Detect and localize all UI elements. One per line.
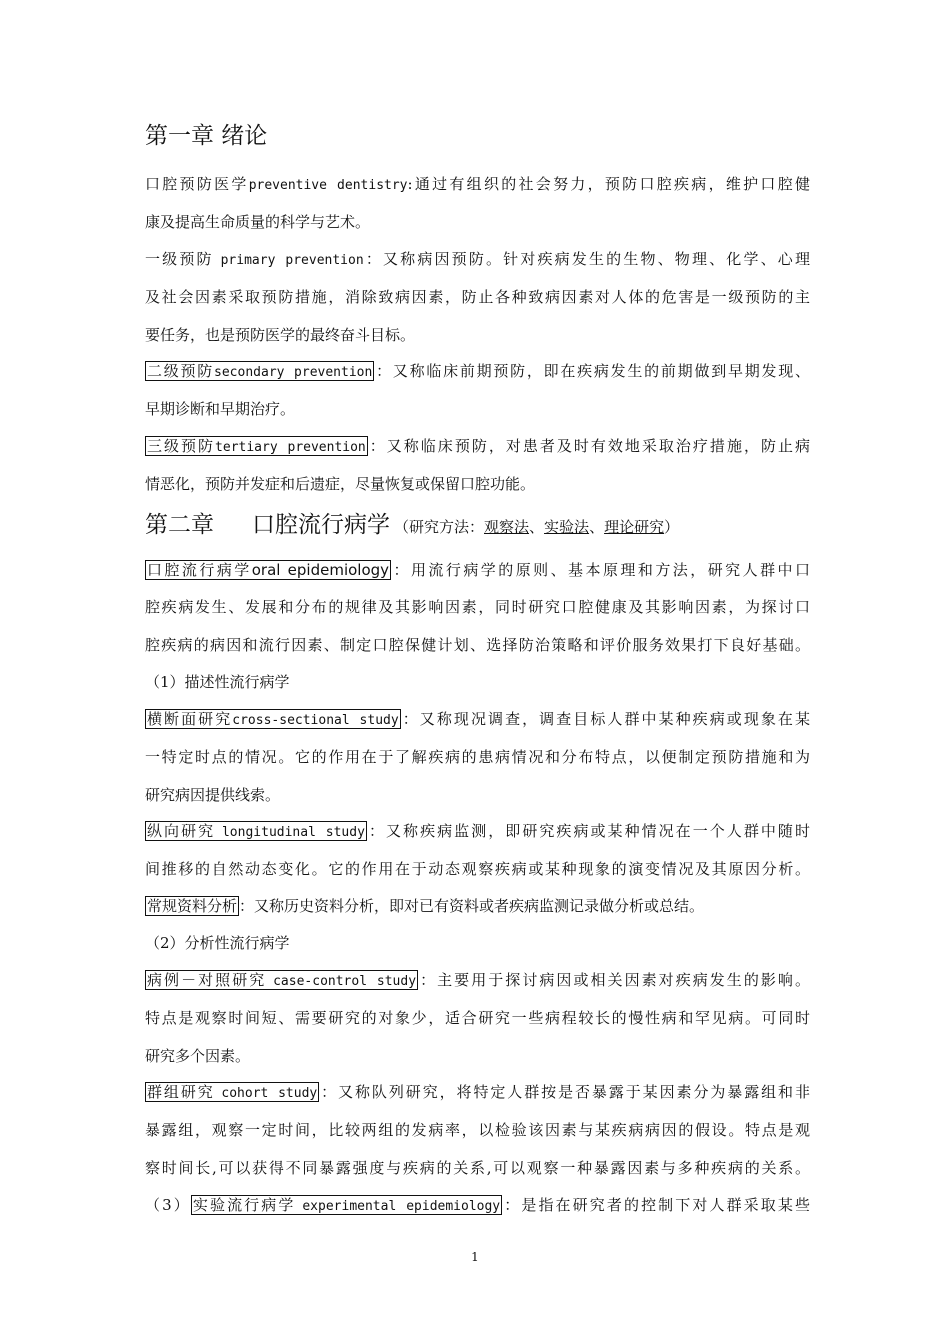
paragraph-cross-sectional: 横断面研究cross-sectional study ：又称现况调查，调查目标人群中某种疾病或现象在某 一特定时点的情况。它的作用在于了解疾病的患病情况和分布特点，以便制定预防措施和为 研究病因提供线索。 xyxy=(145,710,810,804)
paragraph-experimental: （3） 实验流行病学 experimental epidemiology ：是指在研究者的控制下对人群采取某些 xyxy=(145,1196,810,1214)
heading-descriptive-epidemiology: （1）描述性流行病学 xyxy=(145,673,290,691)
term-box-cross-sectional: 横断面研究cross-sectional study xyxy=(147,710,399,728)
research-methods-note: （研究方法：观察法、实验法、理论研究） xyxy=(394,518,680,536)
chapter-1-title: 第一章 绪论 xyxy=(145,123,268,149)
term-box-longitudinal: 纵向研究 longitudinal study xyxy=(147,822,365,840)
paragraph-primary-prevention: 一级预防 primary prevention：又称病因预防。针对疾病发生的生物、物理、化学、心理 及社会因素采取预防措施，消除致病因素，防止各种致病因素对人体的危害是一级预防的主 要任务，也是预防医学的最终奋斗目标。 xyxy=(145,250,810,344)
paragraph-tertiary-prevention: 三级预防tertiary prevention ：又称临床预防，对患者及时有效地采取治疗措施，防止病 情恶化，预防并发症和后遗症，尽量恢复或保留口腔功能。 xyxy=(145,437,810,494)
paragraph-secondary-prevention: 二级预防secondary prevention ：又称临床前期预防，即在疾病发生的前期做到早期发现、 早期诊断和早期治疗。 xyxy=(145,362,810,419)
term-box-routine-data: 常规资料分析 xyxy=(147,897,238,915)
paragraph-preventive-dentistry: 口腔预防医学preventive dentistry:通过有组织的社会努力，预防口腔疾病，维护口腔健 康及提高生命质量的科学与艺术。 xyxy=(145,175,810,232)
term-box-tertiary: 三级预防tertiary prevention xyxy=(147,437,366,455)
heading-analytic-epidemiology: （2）分析性流行病学 xyxy=(145,934,290,952)
paragraph-oral-epidemiology: 口腔流行病学oral epidemiology ：用流行病学的原则、基本原理和方法，研究人群中口 腔疾病发生、发展和分布的规律及其影响因素，同时研究口腔健康及其影响因素，为探讨口 腔疾病的病因和流行因素、制定口腔保健计划、选择防治策略和评价服务效果打下良好基础。 xyxy=(145,561,810,654)
page-number: 1 xyxy=(471,1250,479,1264)
term-box-case-control: 病例－对照研究 case-control study xyxy=(147,971,417,989)
paragraph-case-control: 病例－对照研究 case-control study ：主要用于探讨病因或相关因素对疾病发生的影响。 特点是观察时间短、需要研究的对象少，适合研究一些病程较长的慢性病和罕见病。可同时 研究多个因素。 xyxy=(145,971,810,1065)
paragraph-cohort: 群组研究 cohort study ：又称队列研究，将特定人群按是否暴露于某因素分为暴露组和非 暴露组，观察一定时间，比较两组的发病率，以检验该因素与某疾病病因的假设。特点是观 察时间长,可以获得不同暴露强度与疾病的关系,可以观察一种暴露因素与多种疾病的关系。 xyxy=(145,1083,810,1177)
term-box-oral-epidemiology: 口腔流行病学oral epidemiology xyxy=(147,561,390,579)
term-box-secondary: 二级预防secondary prevention xyxy=(147,362,373,380)
term-box-cohort: 群组研究 cohort study xyxy=(147,1083,318,1101)
paragraph-longitudinal: 纵向研究 longitudinal study ：又称疾病监测，即研究疾病或某种情况在一个人群中随时 间推移的自然动态变化。它的作用在于动态观察疾病或某种现象的演变情况及其原因分析。 xyxy=(145,822,810,879)
term-box-experimental: 实验流行病学 experimental epidemiology xyxy=(192,1196,501,1214)
chapter-2-title: 第二章 口腔流行病学 （研究方法：观察法、实验法、理论研究） xyxy=(145,512,680,538)
paragraph-routine-data: 常规资料分析 ：又称历史资料分析，即对已有资料或者疾病监测记录做分析或总结。 xyxy=(147,897,705,915)
